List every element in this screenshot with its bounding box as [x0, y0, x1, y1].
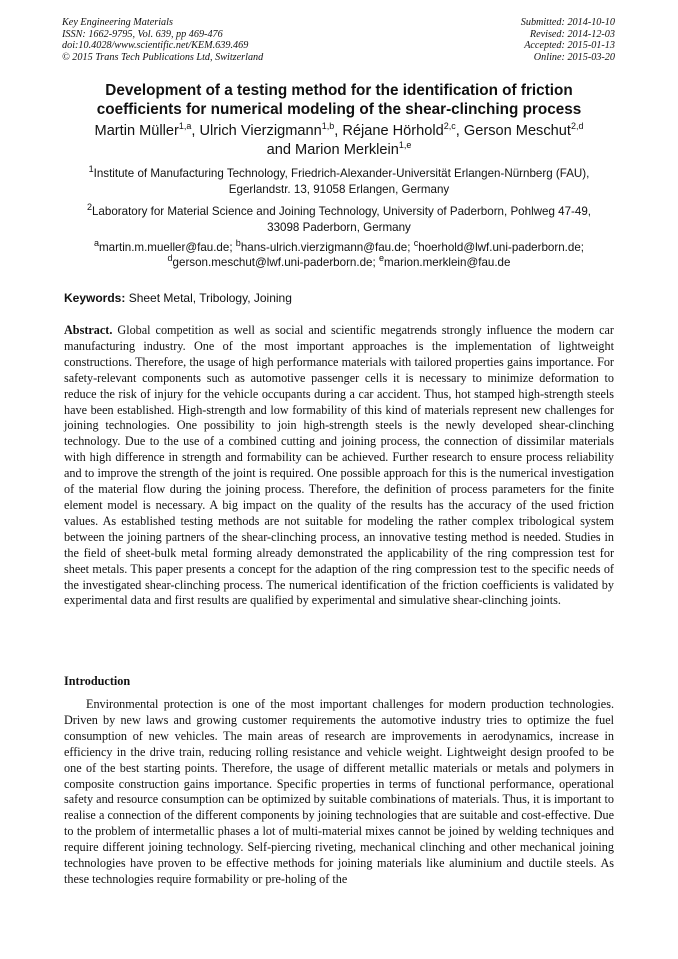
email-mark: a [93, 238, 99, 249]
author-conjunction: and [266, 142, 291, 158]
journal-name: Key Engineering Materials [62, 17, 173, 28]
affiliation-2 [55, 204, 623, 235]
author-affiliation-mark: 1,e [398, 140, 412, 151]
author-affiliation-mark: 1,b [321, 121, 335, 132]
keywords [64, 291, 292, 305]
abstract [64, 323, 614, 609]
accepted-date: Accepted: 2015-01-13 [524, 40, 615, 52]
revised-date: Revised: 2014-12-03 [529, 28, 615, 40]
email-link[interactable]: gerson.meschut@lwf.uni-paderborn.de; [172, 256, 376, 270]
author-emails [40, 240, 638, 270]
author-name: Martin Müller [94, 123, 179, 139]
email-link[interactable]: martin.m.mueller@fau.de; [99, 241, 233, 254]
journal-doi[interactable]: doi:10.4028/www.scientific.net/KEM.639.469 [62, 40, 249, 52]
affiliation-line [55, 204, 623, 220]
email-mark: d [167, 253, 173, 264]
email-mark: b [235, 238, 241, 249]
abstract-label: Abstract. [64, 323, 113, 337]
affiliation-line [55, 166, 623, 182]
author-list [30, 122, 648, 160]
keywords-value: Sheet Metal, Tribology, Joining [128, 291, 292, 305]
author-name: Gerson Meschut [463, 123, 571, 139]
journal-copyright: © 2015 Trans Tech Publications Ltd, Switzerland [62, 51, 264, 63]
author-line-2 [30, 141, 648, 160]
abstract-text: Global competition as well as social and scientific megatrends strongly influence the modern car manufacturing industry. One of the most important approaches is the implementation of lightweight constructions. Therefore, the usage of high performance materials with tailored properties gains importance. For safety-relevant components such as automotive passenger cells it is necessary to minimize deformation to reduce the risk of injury for the vehicle occupants during a car accident. Thus, hot stamped high-strength steels have been established. High-strength and low formability of this kind of materials represent new challenges for joining technologies. One possibility to join high-strength steels is the newly developed shear-clinching technology. Due to the use of a combined cutting and joining process, the connection of dissimilar materials with high difference in strength and formability can be achieved. Further research to ensure process reliability and to improve the strength of the joint is required. One possible approach for this is the numerical investigation of the material flow during the joining process. Therefore, the definition of process parameters for the finite element model is necessary. A big impact on the quality of the results has the accuracy of the used friction values. As established testing methods are not suitable for modeling the rather complex tribological system between the joining partners of the shear-clinching process, an innovative testing method is needed. Studies in the field of sheet-bulk metal forming already demonstrated the applicability of the ring compression test for sheet metals. This paper presents a concept for the adaption of the ring compression test to the specific needs of the investigated shear-clinching process. The numerical identification of the friction coefficients is validated by experimental data and first results are qualified by experimental and simulative shear-clinching joints. [64, 323, 614, 608]
journal-issn: ISSN: 1662-9795, Vol. 639, pp 469-476 [62, 28, 223, 40]
email-line-1 [40, 240, 638, 255]
author-name: Réjane Hörhold [342, 123, 444, 139]
introduction-paragraph: Environmental protection is one of the most important challenges for modern production technologies. Driven by new laws and growing customer requirements the automotive industry tries to optimize the fuel consumption of new vehicles. The main areas of research are improvements in aerodynamics, increase in efficiency in the drive train, reducing rolling resistance and vehicle weight. Lightweight design proofed to be one of the best starting points. Therefore, the usage of different metallic materials or metals and polymers in composite construction gains importance. Specific properties in terms of functional performance, operational safety and resource consumption can be optimized by suitable combinations of materials. Thus, it is important to realise a connection of the different components by joining technologies that are suitable and cost-effective. Due to the problem of intermetallic phases a lot of multi-material mixes cannot be joined by welding techniques and require different joining technology. Self-piercing riveting, mechanical clinching and other mechanical joining technologies have proven to be effective methods for joining materials like aluminium and ductile steels. As these technologies require formability or pre-holing of the [64, 697, 614, 886]
section-heading-introduction: Introduction [64, 674, 131, 688]
email-link[interactable]: hans-ulrich.vierzigmann@fau.de; [240, 241, 411, 254]
affiliation-text: Laboratory for Material Science and Joining Technology, University of Paderborn, Pohlweg 47-49, [91, 205, 592, 218]
author-name: Marion Merklein [295, 142, 399, 158]
affiliation-text: Institute of Manufacturing Technology, Friedrich-Alexander-Universität Erlangen-Nürnberg (FAU), [93, 167, 590, 180]
author-line-1: Martin Müller$^{1,a}$, Ulrich Vierzigmann$^{1,b}$, Réjane Hörhold$^{2,c}$, Gerson Meschut$^{2,d}$ [94, 121, 584, 139]
journal-info [62, 17, 263, 63]
title-line-1: Development of a testing method for the identification of friction [105, 82, 573, 99]
author-affiliation-mark: 2,c [443, 121, 456, 132]
affiliation-address: 33098 Paderborn, Germany [267, 220, 411, 234]
email-mark: e [378, 253, 384, 264]
affiliation-1 [55, 166, 623, 197]
publication-dates [521, 17, 615, 63]
email-link[interactable]: marion.merklein@fau.de [383, 256, 511, 270]
author-affiliation-mark: 2,d [570, 121, 584, 132]
email-mark: c [413, 238, 419, 249]
email-link[interactable]: hoerhold@lwf.uni-paderborn.de; [418, 241, 585, 254]
keywords-label: Keywords: [64, 291, 126, 305]
author-affiliation-mark: 1,a [178, 121, 192, 132]
title-line-2: coefficients for numerical modeling of the shear-clinching process [96, 101, 582, 118]
email-line-2 [40, 255, 638, 270]
affiliation-mark: 1 [88, 164, 94, 175]
affiliation-mark: 2 [86, 202, 92, 213]
submitted-date: Submitted: 2014-10-10 [520, 17, 615, 28]
author-name: Ulrich Vierzigmann [199, 123, 322, 139]
paper-title [40, 81, 638, 119]
online-date: Online: 2015-03-20 [533, 51, 615, 63]
affiliation-address: Egerlandstr. 13, 91058 Erlangen, Germany [228, 182, 450, 196]
